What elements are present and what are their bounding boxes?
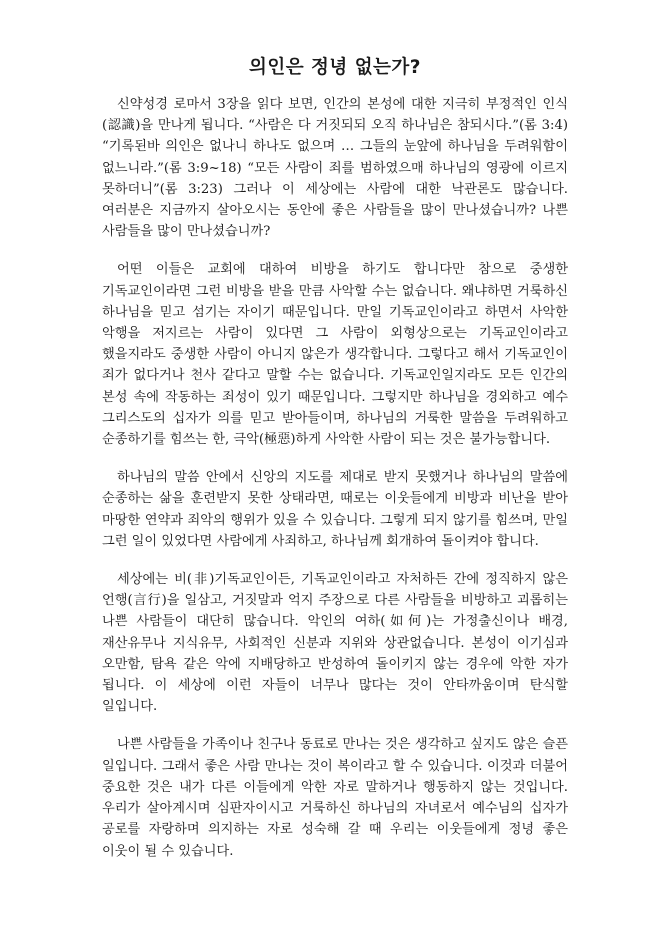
paragraph-4: 세상에는 비(非)기독교인이든, 기독교인이라고 자처하든 간에 정직하지 않은 언행(言行)을 일삼고, 거짓말과 억지 주장으로 다른 사람들을 비방하고 괴롭히는 나쁜 사람들이 대단히 많습니다. 악인의 여하(如何)는 가정출신이나 배경, 재산유무나 지식유무, 사회적인 신분과 지위와 상관없습니다. 본성이 이기심과 오만함, 탐욕 같은 악에 지배당하고 반성하여 돌이키지 않는 경우에 악한 자가 됩니다. 이 세상에 이런 자들이 너무나 많다는 것이 안타까움이며 탄식할 일입니다.: [102, 572, 568, 715]
paragraph-1: 신약성경 로마서 3장을 읽다 보면, 인간의 본성에 대한 지극히 부정적인 인식(認識)을 만나게 됩니다. “사람은 다 거짓되되 오직 하나님은 참되시다.”(롬 3:4) “기록된바 의인은 없나니 하나도 없으며 … 그들의 눈앞에 하나님을 두려워함이 없느니라.”(롬 3:9~18) “모든 사람이 죄를 범하였으매 하나님의 영광에 이르지 못하더니”(롬 3:23) 그러나 이 세상에는 사람에 대한 낙관론도 많습니다. 여러분은 지금까지 살아오시는 동안에 좋은 사람들을 많이 만나셨습니까? 나쁜 사람들을 많이 만나셨습니까?: [102, 97, 568, 240]
paragraph-3: 하나님의 말씀 안에서 신앙의 지도를 제대로 받지 못했거나 하나님의 말씀에 순종하는 삶을 훈련받지 못한 상태라면, 때로는 이웃들에게 비방과 비난을 받아 마땅한 연약과 죄악의 행위가 있을 수 있습니다. 그렇게 되지 않기를 힘쓰며, 만일 그런 일이 있었다면 사람에게 사죄하고, 하나님께 회개하여 돌이켜야 합니다.: [102, 470, 568, 549]
paragraph-5: 나쁜 사람들을 가족이나 친구나 동료로 만나는 것은 생각하고 싶지도 않은 슬픈 일입니다. 그래서 좋은 사람 만나는 것이 복이라고 할 수 있습니다. 이것과 더불어 중요한 것은 내가 다른 이들에게 악한 자로 말하거나 행동하지 않는 것입니다. 우리가 살아계시며 심판자이시고 거룩하신 하나님의 자녀로서 예수님의 십자가 공로를 자랑하며 의지하는 자로 성숙해 갈 때 우리는 이웃들에게 정녕 좋은 이웃이 될 수 있습니다.: [102, 737, 568, 859]
page-title: 의인은 정녕 없는가?: [248, 57, 422, 78]
article-body: [102, 94, 568, 879]
paragraph-2: 어떤 이들은 교회에 대하여 비방을 하기도 합니다만 참으로 중생한 기독교인이라면 그런 비방을 받을 만큼 사악할 수는 없습니다. 왜냐하면 거룩하신 하나님을 믿고 섬기는 자이기 때문입니다. 만일 기독교인이라고 하면서 사악한 악행을 저지르는 사람이 있다면 그 사람이 외형상으로는 기독교인이라고 했을지라도 중생한 사람이 아니지 않은가 생각합니다. 그렇다고 해서 기독교인이 죄가 없다거나 천사 같다고 말할 수는 없습니다. 기독교인일지라도 모든 인간의 본성 속에 작동하는 죄성이 있기 때문입니다. 그렇지만 하나님을 경외하고 예수 그리스도의 십자가 의를 믿고 받아들이며, 하나님의 거룩한 말씀을 두려워하고 순종하기를 힘쓰는 한, 극악(極惡)하게 사악한 사람이 되는 것은 불가능합니다.: [102, 262, 568, 448]
